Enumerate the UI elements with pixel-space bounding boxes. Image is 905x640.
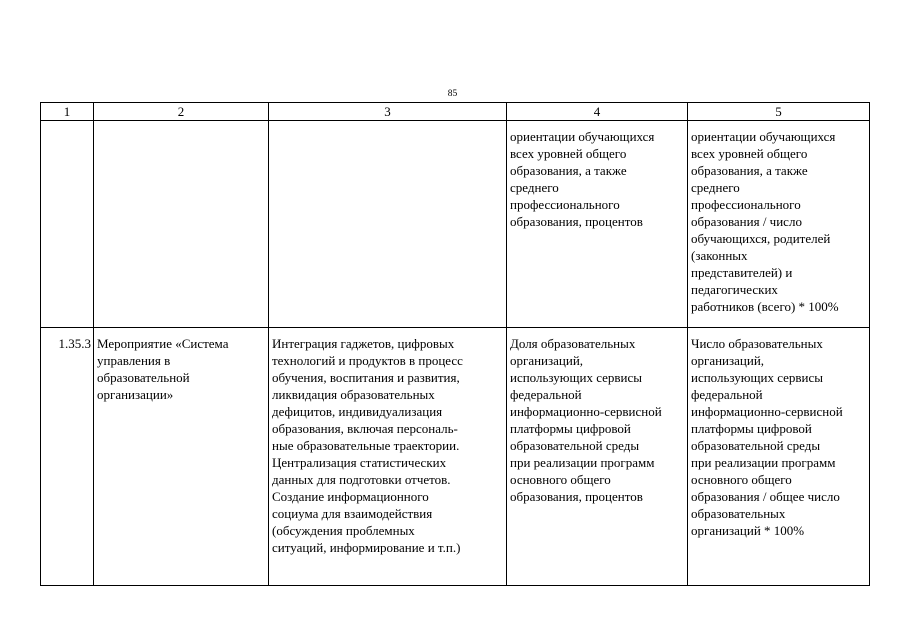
header-cell-2: 2 (94, 103, 269, 121)
table-row (41, 121, 870, 328)
cell-description: Интеграция гаджетов, цифровых технологий и продуктов в процесс обучения, воспитания и развития, ликвидация образовательных дефицитов, индивидуализация образования, включая персональ- ные образовательные траектории. Централизация статистических данных для подготовки отчетов. Создание информационного социума для взаимодействия (обсуждения проблемных ситуаций, информирование и т.п.) (269, 328, 507, 586)
cell-indicator: Доля образовательных организаций, использующих сервисы федеральной информационно-сервисной платформы цифровой образовательной среды при реализации программ основного общего образования, процентов (507, 328, 688, 586)
cell-formula: Число образовательных организаций, использующих сервисы федеральной информационно-сервисной платформы цифровой образовательной среды при реализации программ основного общего образования / общее число образовательных организаций * 100% (688, 328, 870, 586)
cell-description (269, 121, 507, 328)
header-cell-1: 1 (41, 103, 94, 121)
header-cell-5: 5 (688, 103, 870, 121)
cell-measure-name: Мероприятие «Система управления в образовательной организации» (94, 328, 269, 586)
cell-measure-name (94, 121, 269, 328)
cell-number: 1.35.3 (41, 328, 94, 586)
cell-number (41, 121, 94, 328)
cell-indicator: ориентации обучающихся всех уровней общего образования, а также среднего профессионального образования, процентов (507, 121, 688, 328)
header-cell-4: 4 (507, 103, 688, 121)
page-number: 85 (447, 89, 458, 99)
header-cell-3: 3 (269, 103, 507, 121)
cell-formula: ориентации обучающихся всех уровней общего образования, а также среднего профессионального образования / число обучающихся, родителей (законных представителей) и педагогических работников (всего) * 100% (688, 121, 870, 328)
measures-table (40, 102, 870, 586)
table-header-row (41, 103, 870, 121)
table-row (41, 328, 870, 586)
